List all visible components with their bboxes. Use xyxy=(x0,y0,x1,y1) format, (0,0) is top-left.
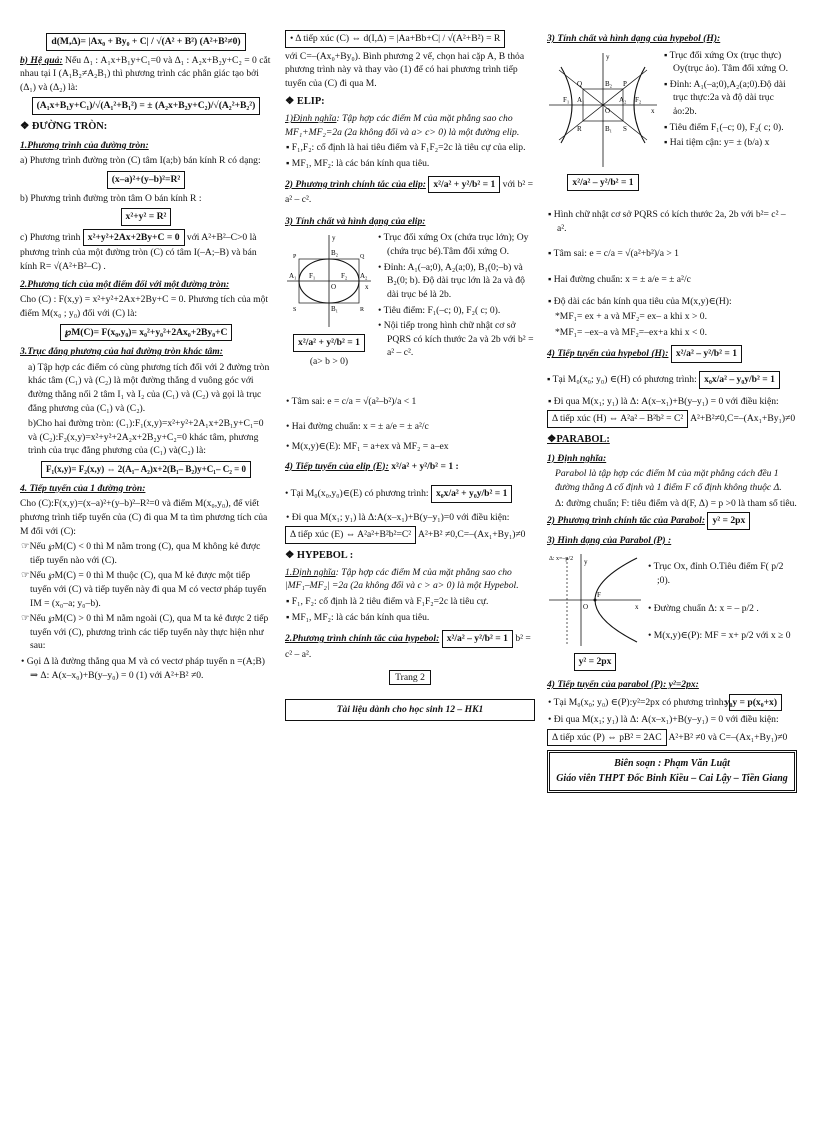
par-prop-1: • Trục Ox, đỉnh O.Tiêu điểm F( p/2 ;0). xyxy=(648,561,784,586)
hyperbola-heading: ❖ HYPEBOL : xyxy=(285,549,354,561)
fig-label-x: x xyxy=(365,283,369,292)
circle-s1-b-formula: x²+y² = R² xyxy=(121,208,172,226)
hyp-prop-1: ▪ Trục đối xứng Ox (trục thực) Oy(trục ảo). Tâm đối xứng O. xyxy=(664,49,789,75)
circle-s3-a: a) Tập hợp các điểm có cùng phương tích đối với 2 đường tròn khác tâm (C₁) và (C₂) là một đường thẳng d vuông góc với đường thẳng nối 2 tâm I₁ và I₂ của (C₁) và (C₂) và gọi là trục đẳng phương của (C₁) và (C₂). xyxy=(28,361,270,414)
par-figure-col xyxy=(547,550,643,674)
par-eq-title: 2) Phương trình chính tắc của Parabol: xyxy=(547,515,706,527)
elip-tangent-point-formula: x₀x/a² + y₀y/b² = 1 xyxy=(431,485,512,503)
circle-s1-b: b) Phương trình đường tròn tâm O bán kính R : xyxy=(20,192,202,204)
column-3 xyxy=(547,30,797,793)
hyp-label-s: S xyxy=(623,124,627,133)
elip-tangent-title-line xyxy=(285,460,535,474)
hyp-equation-line xyxy=(285,630,535,661)
hyp-tangent-point xyxy=(547,371,797,389)
hyp-label-b2: B₂ xyxy=(605,79,613,88)
hyp-eq-post: b² = c² – a². xyxy=(285,633,531,660)
hyp-eq-formula: x²/a² – y²/b² = 1 xyxy=(442,630,513,648)
author-signature xyxy=(547,750,797,792)
circle-s1-a-formula: (x–a)²+(y–b)²=R² xyxy=(107,171,186,189)
hyp-props-list xyxy=(663,49,797,152)
circle-s1-c-formula: x²+y²+2Ax+2By+C = 0 xyxy=(83,229,185,247)
elip-radii: ▪ MF₁, MF₂: là các bán kính qua tiêu. xyxy=(286,158,430,170)
fig-label-r: R xyxy=(360,307,365,314)
hyp-tangent-line: ▪ Đi qua M(x₁; y₁) là Δ: A(x–x₁)+B(y–y₁) = 0 với điều kiện: xyxy=(548,395,779,407)
circle-s4-text: Cho (C):F(x,y)=(x–a)²+(y–b)²–R²=0 và điểm M(x₀,y₀), để viết phương trình tiếp tuyến của (C) đi qua M ta tìm phương tích của M đối với (C): xyxy=(20,498,268,537)
hyp-label-r: R xyxy=(577,124,582,133)
hyp-def-title: 1.Định nghĩa xyxy=(285,566,336,578)
elip-def-title: 1)Định nghĩa xyxy=(285,113,337,125)
circle-s4-case-1: ☞Nếu ℘M(C) < 0 thì M nằm trong (C), qua M không kẻ được tiếp tuyến nào với (C). xyxy=(21,541,261,566)
par-eq-line xyxy=(547,512,797,530)
par-def-text: Parabol là tập hợp các điểm M của mặt phẳng cách đều 1 đường thẳng Δ cố định và 1 điểm F cố định không thuộc Δ. xyxy=(555,468,782,493)
fig-label-b2: B₂ xyxy=(331,249,339,258)
circle-s3-title: 3.Trục đẳng phương của hai đường tròn khác tâm: xyxy=(20,346,223,358)
hyp-directrix: ▪ Hai đường chuẩn: x = ± a/e = ± a²/c xyxy=(548,274,691,286)
par-tangent-title: 4) Tiếp tuyến của parabol (P): y²=2px: xyxy=(547,678,699,690)
elip-prop-3-text: Tiêu điểm: F₁(–c; 0), F₂( c; 0). xyxy=(383,304,501,316)
elip-tangent-line: • Đi qua M(x₁; y₁) là Δ:A(x–x₁)+B(y–y₁)=0 với điều kiện: xyxy=(286,511,510,523)
circle-s4-case-4: • Gọi Δ là đường thẳng qua M và có vectơ pháp tuyến n =(A;B) ⇒ Δ: A(x–x₀)+B(y–y₀) = 0 (1) với A²+B² ≠0. xyxy=(21,656,265,681)
elip-props-list xyxy=(377,231,535,361)
hyp-fig-formula-box xyxy=(547,174,659,192)
elip-tangent-point xyxy=(285,485,535,503)
hyp-label-x: x xyxy=(651,106,655,115)
elip-tangent-cond-box: Δ tiếp xúc (E) ⇔ A²a²+B²b²=C² xyxy=(285,526,416,544)
fig-label-f2: F₂ xyxy=(341,272,348,281)
corollary-label: b) Hệ quả: xyxy=(20,54,63,66)
fig-label-f1: F₁ xyxy=(309,272,316,281)
elip-eccentricity: • Tâm sai: e = c/a = √(a²–b²)/a < 1 xyxy=(286,395,417,407)
elip-heading: ❖ ELIP: xyxy=(285,96,325,108)
hyp-eq-title: 2.Phương trình chính tắc của hypebol: xyxy=(285,633,440,645)
corollary-text: Nếu Δ₁ : A₁x+B₁y+C₁=0 và Δ₁ : A₂x+B₂y+C₂ = 0 cắt nhau tại I (A₁B₂≠A₂B₁) thì phương trình các phân giác tạo bởi (Δ₁) và (Δ₂) là: xyxy=(20,54,271,93)
hyp-tangent-point-text: ▪ Tại M₀(x₀; y₀) ∈(H) có phương trình: xyxy=(547,374,697,386)
circle-s3-box xyxy=(20,461,272,478)
par-label-directrix: Δ: x=–p/2 xyxy=(549,556,574,563)
par-fig-formula-box xyxy=(547,653,643,671)
author-name: Biên soạn : Phạm Văn Luật xyxy=(614,758,730,770)
fig-label-q: Q xyxy=(360,254,365,261)
circle-s1-c xyxy=(20,229,272,274)
fig-label-a1: A₁ xyxy=(289,272,297,281)
par-tangent-cond-box: Δ tiếp xúc (P) ⇔ pB² = 2AC xyxy=(547,729,667,747)
circle-s1-c-pre: c) Phương trình xyxy=(20,231,81,243)
circle-s2-box xyxy=(20,324,272,342)
footer-banner: Tài liệu dành cho học sinh 12 – HK1 xyxy=(285,699,535,721)
par-tangent-point-text: • Tại M₀(x₀; y₀) ∈(P):y²=2px có phương trình: xyxy=(548,696,727,708)
par-prop-3: • M(x,y)∈(P): MF = x+ p/2 với x ≥ 0 xyxy=(648,630,791,642)
circle-s1-title: 1.Phương trình của đường tròn: xyxy=(20,139,149,151)
circle-s4-case-3: ☞Nếu ℘M(C) > 0 thì M nằm ngoài (C), qua M ta kẻ được 2 tiếp tuyến với (C), phương trình các tiếp tuyến này thực hiện như sau: xyxy=(21,613,269,652)
circle-s1-a-box xyxy=(20,171,272,189)
hyp-label-o: O xyxy=(605,106,611,115)
hyperbola-definition xyxy=(285,566,535,593)
par-label-o: O xyxy=(583,603,589,612)
elip-fig-formula-box xyxy=(285,334,373,352)
circle-s2-title: 2.Phương tích của một điểm đối với một đường tròn: xyxy=(20,278,230,290)
circle-heading: ❖ ĐƯỜNG TRÒN: xyxy=(20,121,108,133)
fig-label-a2: A₂ xyxy=(360,272,368,281)
par-prop-2: • Đường chuẩn Δ: x = – p/2 . xyxy=(648,602,759,614)
par-fig-formula: y² = 2px xyxy=(574,653,617,671)
elip-tangent-cond-post: A²+B² ≠0,C=–(Ax₁+By₁)≠0 xyxy=(418,529,526,541)
hyp-label-q: Q xyxy=(577,79,583,88)
hyp-eccentricity: ▪ Tâm sai: e = c/a = √(a²+b²)/a > 1 xyxy=(548,248,679,260)
circle-s3-b: b)Cho hai đường tròn: (C₁):F₁(x,y)=x²+y²+2A₁x+2B₁y+C₁=0 và (C₂):F₂(x,y)=x²+y²+2A₂x+2B₂y+C₂=0 khác tâm, phương trình của trục đẳng phương của (C₁) và(C₂) là: xyxy=(28,418,264,457)
hyp-prop-2: ▪ Đỉnh: A₁(–a;0),A₂(a;0).Độ dài trục thực:2a và độ dài trục ảo:2b. xyxy=(664,78,786,118)
elip-eq-post: với b² = a² – c². xyxy=(285,178,534,206)
par-eq-formula: y² = 2px xyxy=(707,512,750,530)
elip-prop-1: • Trục đối xứng Ox (chứa trục lớn); Oy (chứa trục bé).Tâm đối xứng O. xyxy=(378,232,529,258)
elip-prop-2-text: Đỉnh: A₁(–a;0), A₂(a;0), B₁(0;–b) và B₂(0; b). Độ dài trục lớn là 2a và độ dài trục bé là 2b. xyxy=(383,261,525,300)
par-figure-row xyxy=(547,550,797,674)
page-number: Trang 2 xyxy=(389,670,431,685)
circle-s4-case-2: ☞Nếu ℘M(C) = 0 thì M thuộc (C), qua M kẻ được một tiếp tuyến với (C) và tiếp tuyến này đi qua M có vectơ pháp tuyến IM = (x₀–a; y₀–b). xyxy=(21,570,267,609)
elip-prop-4-text: Nội tiếp trong hình chữ nhật cơ sở PQRS có kích thước 2a và 2b với b² = a² – c². xyxy=(383,320,534,359)
elip-foci: ▪ F₁,F₂: cố định là hai tiêu điểm và F₁F₂=2c là tiêu cự của elip. xyxy=(286,142,526,154)
elip-figure-col xyxy=(285,231,373,368)
elip-prop-1-text: Trục đối xứng Ox (chứa trục lớn); Oy (chứa trục bé).Tâm đối xứng O. xyxy=(383,232,529,258)
hyp-figure-col xyxy=(547,49,659,195)
elip-props-title: 3) Tính chất và hình dạng của elip: xyxy=(285,215,426,227)
hyp-radii-pos: *MF₁= ex + a và MF₂= ex– a khi x > 0. xyxy=(555,311,707,323)
tangent-explain: với C=–(Ax₀+By₀). Bình phương 2 vế, chọn hai cặp A, B thỏa phương trình này và thay vào (1) để có hai phương trình tiếp tuyến của (C) đi qua M. xyxy=(285,50,525,89)
distance-formula: d(M,Δ)= |Ax₀ + By₀ + C| / √(A² + B²) (A²+B²≠0) xyxy=(46,33,245,51)
elip-eq-title: 2) Phương trình chính tắc của elip: xyxy=(285,178,426,190)
circle-s1-c-post: với A²+B²–C>0 là phương trình của một đường tròn (C) có tâm I(–A;–B) và bán kính R= √(A²+B²–C) . xyxy=(20,231,257,273)
fig-label-o: O xyxy=(331,283,337,292)
hyp-label-f1: F₁ xyxy=(563,95,570,104)
circle-s1-a: a) Phương trình đường tròn (C) tâm I(a;b) bán kính R có dạng: xyxy=(20,155,261,167)
hyp-tangent-eq: x²/a² – y²/b² = 1 xyxy=(671,345,742,363)
hyp-label-b1: B₁ xyxy=(605,124,613,133)
elip-figure-row xyxy=(285,231,535,368)
hyp-radii: ▪ MF₁, MF₂: là các bán kính qua tiêu. xyxy=(286,611,430,623)
hyp-tangent-cond-box: Δ tiếp xúc (H) ⇔ A²a² – B²b² = C² xyxy=(547,410,688,428)
circle-s3-formula: F₁(x,y)= F₂(x,y) ⇔ 2(A₁– A₂)x+2(B₁– B₂)y+C₁– C₂ = 0 xyxy=(41,461,251,478)
par-tangent-cond-post: A²+B² ≠0 và C=–(Ax₁+By₁)≠0 xyxy=(668,731,788,743)
parabola-heading: ❖PARABOL: xyxy=(547,433,610,445)
par-label-x: x xyxy=(635,603,639,612)
elip-directrix: • Hai đường chuẩn: x = ± a/e = ± a²/c xyxy=(286,421,429,433)
elip-tangent-cond xyxy=(285,526,535,544)
elip-prop-4: • Nội tiếp trong hình chữ nhật cơ sở PQRS có kích thước 2a và 2b với b² = a² – c². xyxy=(378,320,534,359)
elip-equation-line xyxy=(285,176,535,207)
par-tangent-line: • Đi qua M(x₁; y₁) là Δ: A(x–x₁)+B(y–y₁) = 0 với điều kiện: xyxy=(548,714,779,726)
hyp-label-a2: A₂ xyxy=(619,95,627,104)
hyp-focal-radii: ▪ Độ dài các bán kính qua tiêu của M(x,y)∈(H): xyxy=(548,295,732,307)
hyp-label-f2: F₂ xyxy=(635,95,642,104)
hyp-tangent-cond xyxy=(547,410,797,428)
hyp-tangent-point-formula: x₀x/a² – y₀y/b² = 1 xyxy=(699,371,780,389)
par-shape-title: 3) Hình dạng của Parabol (P) : xyxy=(547,534,672,546)
elip-tangent-eq: x²/a² + y²/b² = 1 : xyxy=(391,460,459,472)
hyp-props-title: 3) Tính chất và hình dạng của hypebol (H): xyxy=(547,33,721,44)
tangent-condition-formula: • Δ tiếp xúc (C) ⇔ d(I,Δ) = |Aa+Bb+C| / √(A²+B²) = R xyxy=(285,30,505,48)
hyp-tangent-title-line xyxy=(547,345,797,363)
fig-label-b1: B₁ xyxy=(331,305,339,314)
author-school: Giáo viên THPT Đốc Binh Kiều – Cai Lậy – Tiền Giang xyxy=(556,772,788,784)
elip-fig-cond: (a> b > 0) xyxy=(309,356,349,368)
elip-prop-3: • Tiêu điểm: F₁(–c; 0), F₂( c; 0). xyxy=(378,304,501,316)
circle-s1-b-box xyxy=(20,208,272,226)
column-1 xyxy=(20,30,272,684)
par-label-f: F xyxy=(597,591,601,600)
hyp-prop-4: ▪ Hai tiệm cận: y= ± (b/a) x xyxy=(664,137,770,149)
distance-formula-box xyxy=(20,33,272,51)
hyp-tangent-cond-post: A²+B²≠0,C=–(Ax₁+By₁)≠0 xyxy=(690,413,796,425)
par-props-list xyxy=(647,550,797,644)
hyp-radii-neg: *MF₁= –ex–a và MF₂=–ex+a khi x < 0. xyxy=(555,326,707,338)
hyp-prop-3: ▪ Tiêu điểm F₁(–c; 0), F₂( c; 0). xyxy=(664,121,784,133)
column-2 xyxy=(285,30,535,721)
par-tangent-cond xyxy=(547,729,797,747)
ellipse-diagram xyxy=(285,231,373,331)
par-label-y: y xyxy=(584,558,588,567)
hyp-tangent-title: 4) Tiếp tuyến của hypebol (H): xyxy=(547,348,669,360)
hyp-fig-formula: x²/a² – y²/b² = 1 xyxy=(567,174,638,192)
elip-tangent-title: 4) Tiếp tuyến của elip (E): xyxy=(285,460,389,472)
elip-prop-2: • Đỉnh: A₁(–a;0), A₂(a;0), B₁(0;–b) và B₂(0; b). Độ dài trục lớn là 2a và độ dài trục bé là 2b. xyxy=(378,261,525,300)
tangent-condition xyxy=(285,30,535,48)
circle-s2-text: Cho (C) : F(x,y) = x²+y²+2Ax+2By+C = 0. Phương tích của một điểm M(x₀ ; y₀) đối với (C) là: xyxy=(20,294,269,319)
circle-s4-title: 4. Tiếp tuyến của 1 đường tròn: xyxy=(20,482,146,494)
hyperbola-diagram xyxy=(547,49,659,171)
par-tangent-point-formula: y₀y = p(x₀+x) xyxy=(729,694,782,712)
elip-focal-radii: • M(x,y)∈(E): MF₁ = a+ex và MF₂ = a–ex xyxy=(286,440,449,452)
par-def-title: 1) Định nghĩa: xyxy=(547,452,607,464)
fig-label-p: P xyxy=(293,254,297,261)
hyp-foci: ▪ F₁, F₂: cố định là 2 tiêu điểm và F₁F₂=2c là tiêu cự. xyxy=(286,595,489,607)
elip-definition xyxy=(285,112,535,139)
elip-tangent-point-text: • Tại M₀(x₀,y₀)∈(E) có phương trình: xyxy=(285,488,429,500)
hyp-label-y: y xyxy=(606,52,610,61)
elip-def-text: : Tập hợp các điểm M của mặt phẳng sao cho MF₁+MF₂=2a (2a không đổi và a> c> 0) là một đường elip. xyxy=(285,113,520,138)
hyp-label-p: P xyxy=(623,79,627,88)
hyp-def-text: : Tập hợp các điểm M của mặt phẳng sao cho |MF₁–MF₂| =2a (2a không đổi và c > a> 0) là một Hypebol. xyxy=(285,566,519,592)
par-def-text-2: Δ: đường chuẩn; F: tiêu điểm và d(F, Δ) = p >0 là tham số tiêu. xyxy=(555,497,797,509)
bisector-formula-box xyxy=(20,97,272,115)
circle-s2-formula: ℘M(C)= F(x₀,y₀)= x₀²+y₀²+2Ax₀+2By₀+C xyxy=(60,324,233,342)
elip-eq-formula: x²/a² + y²/b² = 1 xyxy=(428,176,500,194)
parabola-diagram xyxy=(547,550,643,650)
hyp-figure-row xyxy=(547,49,797,195)
hyp-label-a1: A₁ xyxy=(577,95,585,104)
par-tangent-point xyxy=(547,694,797,712)
bisector-formula: (A₁x+B₁y+C₁)/√(A₁²+B₁²) = ± (A₂x+B₂y+C₂)/√(A₂²+B₂²) xyxy=(32,97,261,115)
hyp-rectangle: ▪ Hình chữ nhật cơ sở PQRS có kích thước 2a, 2b với b²= c² – a². xyxy=(548,209,786,234)
fig-label-s: S xyxy=(293,307,297,314)
elip-fig-formula: x²/a² + y²/b² = 1 xyxy=(293,334,365,352)
corollary-paragraph xyxy=(20,54,272,95)
page-number-wrap xyxy=(285,671,535,685)
fig-label-y: y xyxy=(332,234,336,243)
